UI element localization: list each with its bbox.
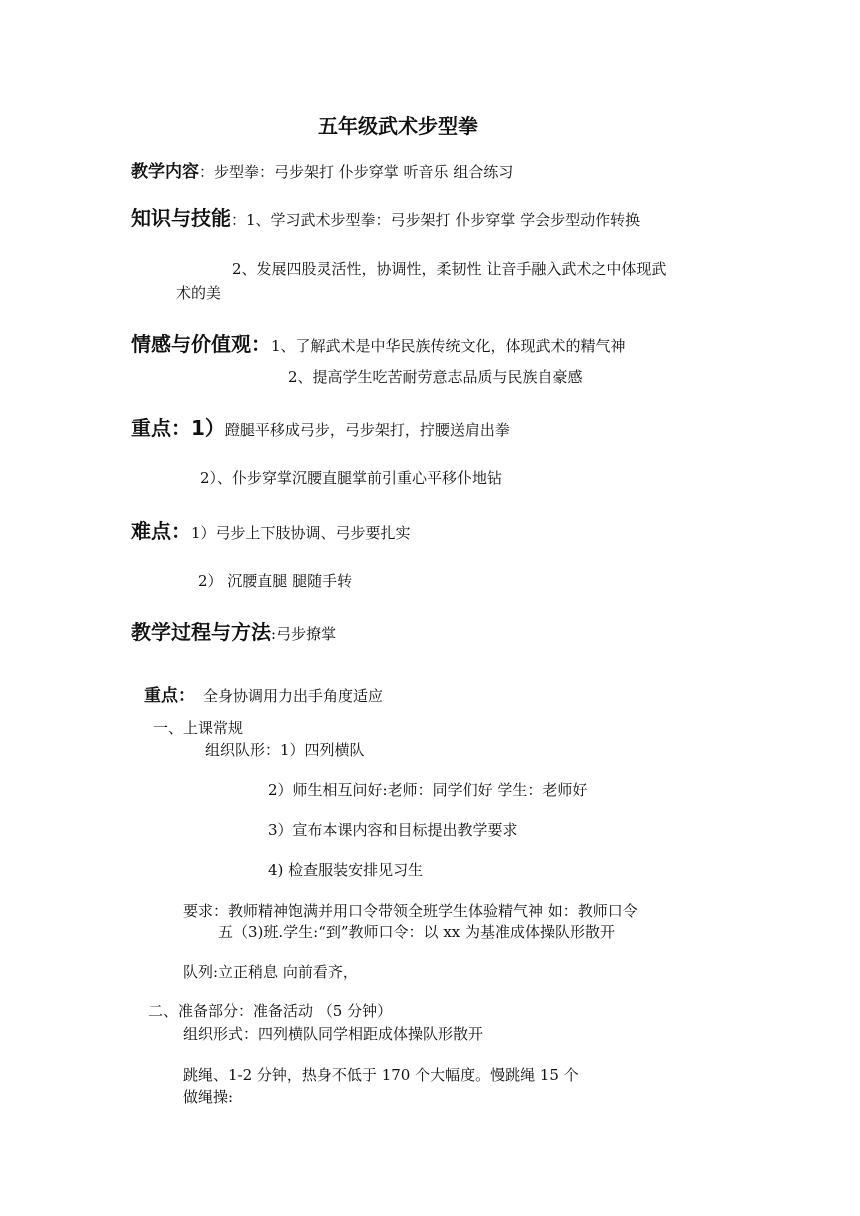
- process-line: [131, 622, 336, 644]
- values-text2: 2、提高学生吃苦耐劳意志品质与民族自豪感: [288, 368, 583, 386]
- content-text: 步型拳：弓步架打 仆步穿掌 听音乐 组合练习: [214, 163, 514, 181]
- skills-text2b: 术的美: [176, 284, 222, 302]
- section1-item: 2）师生相互问好:老师：同学们好 学生：老师好: [268, 781, 588, 799]
- section1-org: 组织队形：1）四列横队: [205, 741, 365, 759]
- difficult-line: [131, 521, 411, 543]
- skills-label: 知识与技能: [131, 206, 231, 230]
- content-line: [131, 162, 513, 182]
- key-label: 重点：1）: [131, 416, 225, 440]
- values-line: [131, 334, 626, 356]
- section1-req1: 要求：教师精神饱满并用口令带领全班学生体验精气神 如：教师口令: [183, 902, 638, 920]
- section1-req2: 五（3)班.学生:“到”教师口令：以 xx 为基准成体操队形散开: [218, 923, 616, 941]
- section1-item: 3）宣布本课内容和目标提出教学要求: [268, 821, 518, 839]
- focus-text: 全身协调用力出手角度适应: [203, 687, 384, 705]
- values-text1: 1、了解武术是中华民族传统文化，体现武术的精气神: [271, 337, 626, 355]
- section1-heading: 一、上课常规: [153, 719, 244, 737]
- content-label: 教学内容: [131, 162, 199, 182]
- difficult-text1: 1）弓步上下肢协调、弓步要扎实: [191, 524, 411, 542]
- section2-jump: 跳绳、1-2 分钟，热身不低于 170 个大幅度。慢跳绳 15 个: [183, 1066, 579, 1084]
- process-label: 教学过程与方法: [131, 620, 271, 644]
- section2-org: 组织形式：四列横队同学相距成体操队形散开: [183, 1025, 484, 1043]
- skills-text2a: 2、发展四股灵活性，协调性，柔韧性 让音手融入武术之中体现武: [232, 260, 667, 278]
- values-label: 情感与价值观：: [131, 332, 271, 356]
- document-title: 五年级武术步型拳: [318, 114, 478, 138]
- process-sep: :: [271, 625, 277, 643]
- key-text1: 蹬腿平移成弓步，弓步架打，拧腰送肩出拳: [224, 421, 510, 439]
- skills-line: [131, 208, 640, 230]
- difficult-text2: 2） 沉腰直腿 腿随手转: [198, 572, 353, 590]
- focus-label: 重点：: [144, 686, 195, 706]
- skills-text1: ：1、学习武术步型拳：弓步架打 仆步穿掌 学会步型动作转换: [231, 211, 641, 229]
- section2-heading: 二、准备部分：准备活动 （5 分钟）: [148, 1002, 393, 1020]
- content-sep: ：: [199, 163, 215, 181]
- section2-rope: 做绳操:: [183, 1088, 234, 1106]
- key-line: [131, 418, 510, 440]
- section1-queue: 队列:立正稍息 向前看齐，: [183, 963, 358, 981]
- focus-line: [144, 686, 383, 706]
- process-text: 弓步撩掌: [276, 625, 337, 643]
- key-text2: 2）、仆步穿掌沉腰直腿掌前引重心平移仆地钻: [200, 469, 503, 487]
- difficult-label: 难点：: [131, 519, 191, 543]
- section1-item: 4) 检查服装安排见习生: [268, 861, 424, 879]
